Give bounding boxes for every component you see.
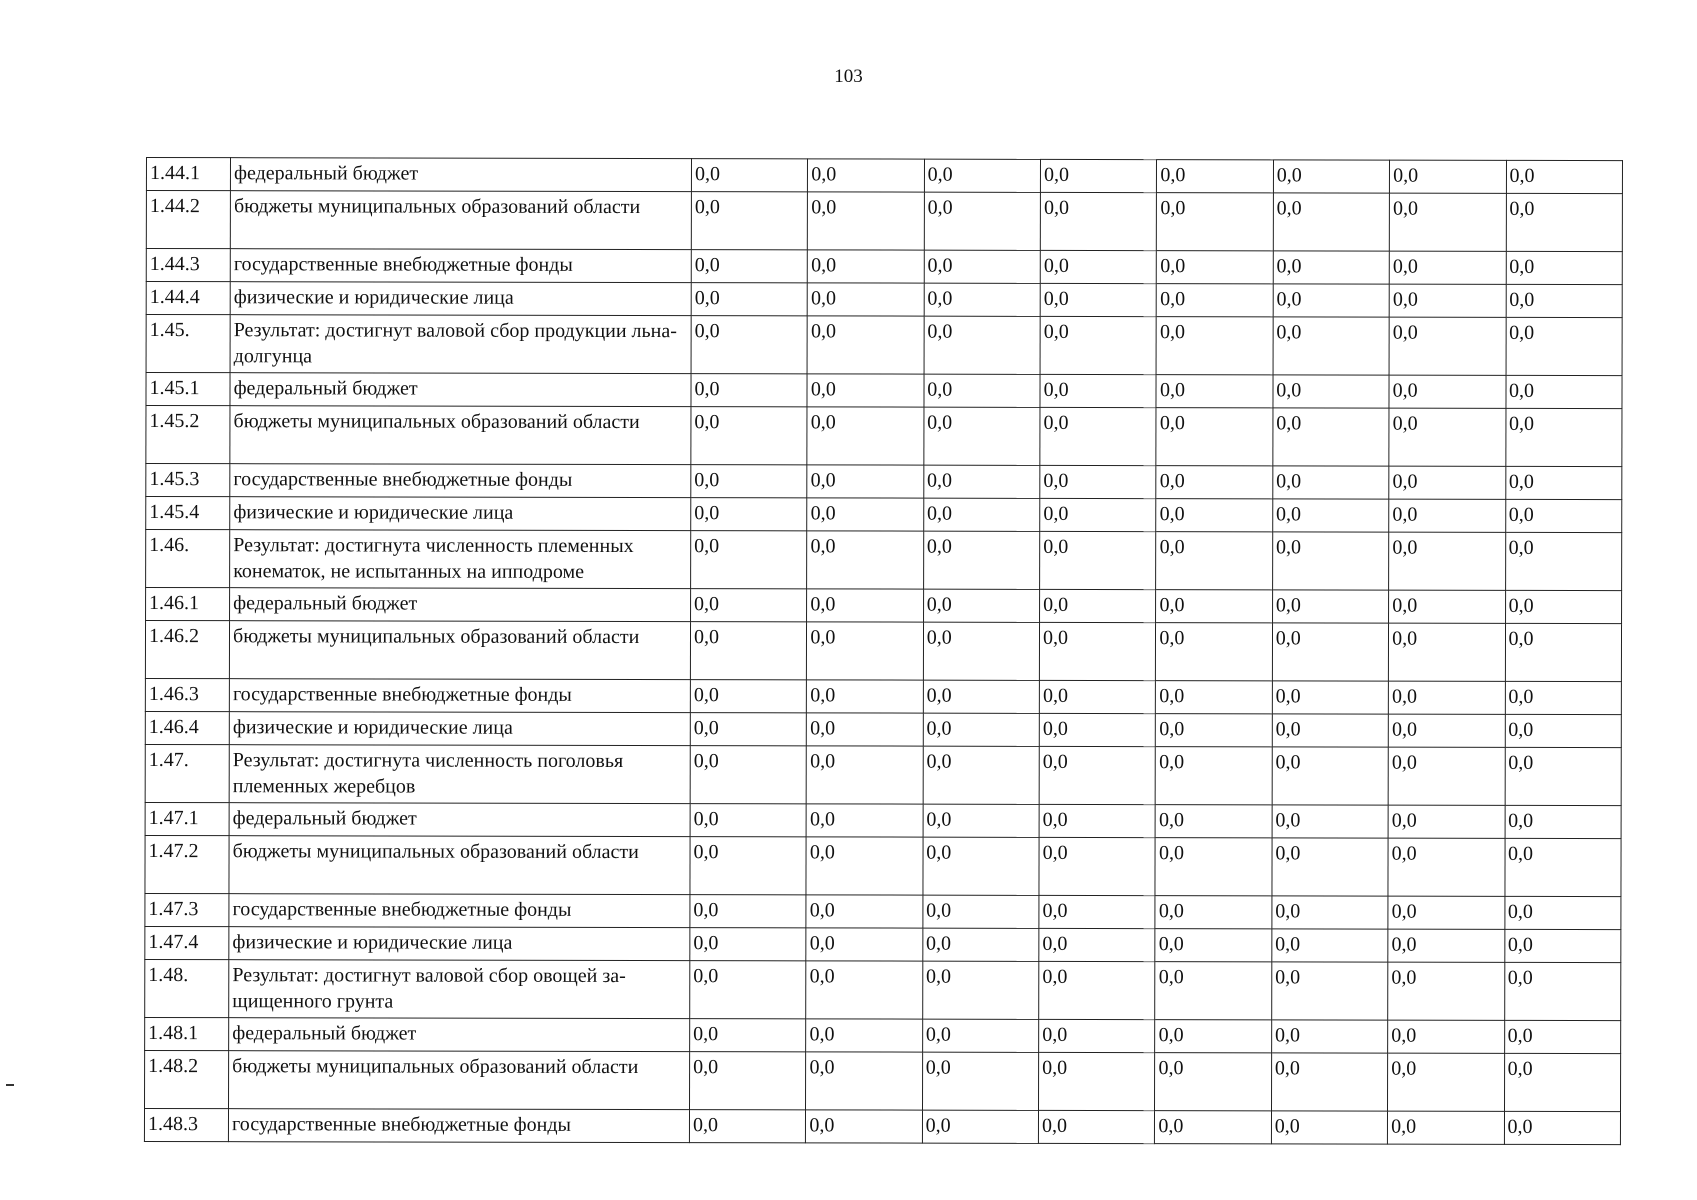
value-cell: 0,0 (808, 283, 924, 316)
value-cell: 0,0 (1388, 838, 1504, 896)
value-cell: 0,0 (1504, 1020, 1621, 1053)
value-cell: 0,0 (1388, 1020, 1504, 1053)
value-cell: 0,0 (690, 1019, 806, 1052)
table-row (146, 497, 1622, 533)
value-cell: 0,0 (1388, 681, 1504, 714)
value-cell: 0,0 (1272, 805, 1388, 838)
value-cell: 0,0 (1273, 499, 1389, 532)
value-cell: 0,0 (807, 589, 923, 622)
row-code-cell: 1.47.4 (145, 926, 229, 959)
value-cell: 0,0 (1504, 838, 1621, 896)
row-code-cell: 1.48. (145, 959, 229, 1017)
value-cell: 0,0 (1272, 896, 1388, 929)
value-cell: 0,0 (1039, 928, 1155, 961)
row-name-cell: бюджеты муниципальных образований области (229, 836, 690, 895)
value-cell: 0,0 (1504, 929, 1621, 962)
value-cell: 0,0 (1040, 531, 1156, 589)
value-cell: 0,0 (1273, 375, 1389, 408)
row-name-cell: Результат: достигнута численность поголовья племенных жеребцов (229, 745, 690, 804)
table-row (146, 530, 1622, 591)
value-cell: 0,0 (1505, 681, 1622, 714)
value-cell: 0,0 (1388, 1111, 1504, 1144)
value-cell: 0,0 (690, 961, 806, 1019)
table-row (145, 621, 1621, 682)
row-name-cell: физические и юридические лица (229, 927, 690, 961)
value-cell: 0,0 (1039, 713, 1155, 746)
row-code-cell: 1.46.1 (146, 588, 230, 621)
value-cell: 0,0 (1039, 1019, 1155, 1052)
value-cell: 0,0 (1271, 1111, 1387, 1144)
value-cell: 0,0 (1390, 160, 1506, 193)
value-cell: 0,0 (1506, 251, 1623, 284)
value-cell: 0,0 (691, 531, 807, 589)
row-name-cell: федеральный бюджет (231, 158, 692, 192)
row-name-cell: бюджеты муниципальных образований области (230, 191, 691, 250)
value-cell: 0,0 (1040, 589, 1156, 622)
value-cell: 0,0 (691, 465, 807, 498)
value-cell: 0,0 (1505, 623, 1622, 681)
value-cell: 0,0 (691, 589, 807, 622)
row-name-cell: Результат: достигнут валовой сбор продукции льна-долгунца (230, 315, 691, 374)
value-cell: 0,0 (1156, 532, 1272, 590)
table-row (145, 835, 1621, 896)
value-cell: 0,0 (690, 1052, 806, 1110)
value-cell: 0,0 (806, 1019, 922, 1052)
value-cell: 0,0 (1504, 896, 1621, 929)
value-cell: 0,0 (923, 498, 1039, 531)
value-cell: 0,0 (1506, 160, 1623, 193)
value-cell: 0,0 (1505, 747, 1622, 805)
value-cell: 0,0 (1388, 962, 1504, 1020)
row-name-cell: физические и юридические лица (230, 497, 691, 531)
value-cell: 0,0 (1040, 316, 1156, 374)
table-row (146, 282, 1622, 318)
value-cell: 0,0 (1506, 284, 1623, 317)
row-code-cell: 1.44.1 (146, 158, 230, 191)
value-cell: 0,0 (923, 680, 1039, 713)
value-cell: 0,0 (924, 159, 1040, 192)
budget-table (144, 157, 1623, 1145)
value-cell: 0,0 (1389, 317, 1505, 375)
value-cell: 0,0 (1156, 805, 1272, 838)
value-cell: 0,0 (1273, 408, 1389, 466)
value-cell: 0,0 (1388, 896, 1504, 929)
row-code-cell: 1.45.3 (146, 464, 230, 497)
value-cell: 0,0 (1272, 929, 1388, 962)
value-cell: 0,0 (1039, 622, 1155, 680)
row-code-cell: 1.47.1 (145, 802, 229, 835)
value-cell: 0,0 (806, 928, 922, 961)
table-row (146, 464, 1622, 500)
table-row (145, 802, 1621, 838)
table-row (145, 744, 1621, 805)
value-cell: 0,0 (691, 316, 807, 374)
value-cell: 0,0 (1389, 466, 1505, 499)
value-cell: 0,0 (1041, 159, 1157, 192)
table-row (145, 959, 1621, 1020)
value-cell: 0,0 (1272, 623, 1388, 681)
value-cell: 0,0 (1388, 929, 1504, 962)
value-cell: 0,0 (807, 713, 923, 746)
value-cell: 0,0 (690, 928, 806, 961)
value-cell: 0,0 (1040, 250, 1156, 283)
margin-mark (6, 1084, 14, 1086)
value-cell: 0,0 (1272, 681, 1388, 714)
value-cell: 0,0 (923, 713, 1039, 746)
table-row (145, 678, 1621, 714)
value-cell: 0,0 (1389, 623, 1505, 681)
value-cell: 0,0 (1271, 1053, 1387, 1111)
value-cell: 0,0 (1156, 408, 1272, 466)
value-cell: 0,0 (691, 407, 807, 465)
value-cell: 0,0 (922, 1019, 1038, 1052)
value-cell: 0,0 (924, 250, 1040, 283)
value-cell: 0,0 (1040, 374, 1156, 407)
value-cell: 0,0 (1389, 284, 1505, 317)
row-code-cell: 1.45.1 (146, 373, 230, 406)
value-cell: 0,0 (807, 622, 923, 680)
value-cell: 0,0 (690, 837, 806, 895)
table-row (145, 893, 1621, 929)
value-cell: 0,0 (1039, 1052, 1155, 1110)
value-cell: 0,0 (1156, 499, 1272, 532)
value-cell: 0,0 (690, 895, 806, 928)
value-cell: 0,0 (924, 407, 1040, 465)
value-cell: 0,0 (1505, 408, 1622, 466)
table-row (145, 1050, 1621, 1111)
value-cell: 0,0 (1504, 962, 1621, 1020)
value-cell: 0,0 (1506, 317, 1623, 375)
value-cell: 0,0 (923, 928, 1039, 961)
value-cell: 0,0 (1155, 1111, 1271, 1144)
value-cell: 0,0 (807, 407, 923, 465)
value-cell: 0,0 (807, 498, 923, 531)
value-cell: 0,0 (923, 895, 1039, 928)
table-row (145, 711, 1621, 747)
row-code-cell: 1.45. (146, 315, 230, 373)
value-cell: 0,0 (690, 622, 806, 680)
value-cell: 0,0 (1272, 838, 1388, 896)
row-name-cell: бюджеты муниципальных образований области (229, 621, 690, 680)
value-cell: 0,0 (806, 1110, 922, 1143)
row-name-cell: федеральный бюджет (229, 803, 690, 837)
value-cell: 0,0 (1388, 714, 1504, 747)
value-cell: 0,0 (1155, 838, 1271, 896)
table-row (146, 315, 1622, 376)
row-name-cell: физические и юридические лица (229, 712, 690, 746)
value-cell: 0,0 (1156, 714, 1272, 747)
row-name-cell: бюджеты муниципальных образований области (229, 1051, 690, 1110)
row-name-cell: государственные внебюджетные фонды (229, 1109, 690, 1143)
value-cell: 0,0 (1039, 680, 1155, 713)
value-cell: 0,0 (806, 961, 922, 1019)
row-code-cell: 1.44.4 (146, 282, 230, 315)
value-cell: 0,0 (691, 192, 807, 250)
value-cell: 0,0 (924, 374, 1040, 407)
value-cell: 0,0 (1155, 1053, 1271, 1111)
value-cell: 0,0 (807, 465, 923, 498)
value-cell: 0,0 (922, 1110, 1038, 1143)
row-code-cell: 1.45.2 (146, 406, 230, 464)
value-cell: 0,0 (807, 746, 923, 804)
table-row (146, 158, 1622, 194)
row-code-cell: 1.44.2 (146, 191, 230, 249)
value-cell: 0,0 (1505, 532, 1622, 590)
value-cell: 0,0 (690, 804, 806, 837)
value-cell: 0,0 (1156, 623, 1272, 681)
value-cell: 0,0 (1156, 681, 1272, 714)
value-cell: 0,0 (1157, 284, 1273, 317)
value-cell: 0,0 (1271, 962, 1387, 1020)
value-cell: 0,0 (922, 1052, 1038, 1110)
value-cell: 0,0 (1389, 408, 1505, 466)
value-cell: 0,0 (1273, 284, 1389, 317)
value-cell: 0,0 (1506, 193, 1623, 251)
value-cell: 0,0 (1273, 160, 1389, 193)
value-cell: 0,0 (1272, 532, 1388, 590)
value-cell: 0,0 (1156, 747, 1272, 805)
table-row (146, 373, 1622, 409)
value-cell: 0,0 (1389, 375, 1505, 408)
value-cell: 0,0 (1272, 747, 1388, 805)
page-number: 103 (834, 66, 863, 87)
table-row (146, 406, 1622, 467)
row-name-cell: физические и юридические лица (230, 282, 691, 316)
row-name-cell: государственные внебюджетные фонды (229, 679, 690, 713)
value-cell: 0,0 (1273, 466, 1389, 499)
value-cell: 0,0 (691, 283, 807, 316)
value-cell: 0,0 (1040, 192, 1156, 250)
value-cell: 0,0 (1039, 804, 1155, 837)
row-code-cell: 1.46. (146, 530, 230, 588)
value-cell: 0,0 (1156, 466, 1272, 499)
row-name-cell: государственные внебюджетные фонды (229, 894, 690, 928)
value-cell: 0,0 (806, 1052, 922, 1110)
value-cell: 0,0 (1389, 590, 1505, 623)
value-cell: 0,0 (689, 1110, 805, 1143)
value-cell: 0,0 (922, 961, 1038, 1019)
value-cell: 0,0 (691, 159, 807, 192)
value-cell: 0,0 (806, 804, 922, 837)
row-code-cell: 1.46.4 (145, 711, 229, 744)
value-cell: 0,0 (1272, 590, 1388, 623)
table-body (144, 158, 1622, 1145)
row-name-cell: бюджеты муниципальных образований области (230, 406, 691, 465)
value-cell: 0,0 (1389, 499, 1505, 532)
value-cell: 0,0 (923, 804, 1039, 837)
value-cell: 0,0 (691, 374, 807, 407)
value-cell: 0,0 (1388, 805, 1504, 838)
value-cell: 0,0 (923, 589, 1039, 622)
table-row (146, 249, 1622, 285)
row-name-cell: государственные внебюджетные фонды (230, 464, 691, 498)
value-cell: 0,0 (1388, 1053, 1504, 1111)
value-cell: 0,0 (1039, 895, 1155, 928)
value-cell: 0,0 (1272, 714, 1388, 747)
value-cell: 0,0 (1040, 498, 1156, 531)
value-cell: 0,0 (1273, 193, 1389, 251)
value-cell: 0,0 (1039, 837, 1155, 895)
value-cell: 0,0 (1505, 805, 1622, 838)
value-cell: 0,0 (1388, 747, 1504, 805)
row-code-cell: 1.44.3 (146, 249, 230, 282)
value-cell: 0,0 (690, 713, 806, 746)
value-cell: 0,0 (924, 316, 1040, 374)
value-cell: 0,0 (923, 622, 1039, 680)
value-cell: 0,0 (1156, 375, 1272, 408)
value-cell: 0,0 (1504, 1111, 1621, 1144)
row-name-cell: федеральный бюджет (229, 1018, 690, 1052)
value-cell: 0,0 (806, 837, 922, 895)
value-cell: 0,0 (1156, 317, 1272, 375)
value-cell: 0,0 (923, 746, 1039, 804)
value-cell: 0,0 (1505, 499, 1622, 532)
value-cell: 0,0 (1156, 590, 1272, 623)
value-cell: 0,0 (1157, 193, 1273, 251)
row-code-cell: 1.47. (145, 744, 229, 802)
value-cell: 0,0 (690, 746, 806, 804)
value-cell: 0,0 (807, 374, 923, 407)
value-cell: 0,0 (1155, 962, 1271, 1020)
value-cell: 0,0 (924, 283, 1040, 316)
row-name-cell: федеральный бюджет (230, 373, 691, 407)
value-cell: 0,0 (690, 680, 806, 713)
value-cell: 0,0 (923, 531, 1039, 589)
value-cell: 0,0 (1504, 1053, 1621, 1111)
value-cell: 0,0 (808, 192, 924, 250)
row-name-cell: федеральный бюджет (230, 588, 691, 622)
value-cell: 0,0 (1505, 466, 1622, 499)
row-code-cell: 1.45.4 (146, 497, 230, 530)
value-cell: 0,0 (1040, 465, 1156, 498)
value-cell: 0,0 (1040, 283, 1156, 316)
value-cell: 0,0 (1039, 1110, 1155, 1143)
row-code-cell: 1.47.2 (145, 835, 229, 893)
value-cell: 0,0 (808, 159, 924, 192)
row-code-cell: 1.48.2 (145, 1050, 229, 1108)
value-cell: 0,0 (1273, 251, 1389, 284)
row-code-cell: 1.46.3 (145, 678, 229, 711)
table-row (145, 1017, 1621, 1053)
value-cell: 0,0 (1155, 896, 1271, 929)
value-cell: 0,0 (807, 531, 923, 589)
table-row (146, 588, 1622, 624)
value-cell: 0,0 (1389, 193, 1505, 251)
value-cell: 0,0 (1039, 961, 1155, 1019)
row-code-cell: 1.48.3 (144, 1108, 228, 1141)
table-row (146, 191, 1622, 252)
value-cell: 0,0 (806, 895, 922, 928)
row-name-cell: Результат: достигнут валовой сбор овощей за-щищенного грунта (229, 960, 690, 1019)
value-cell: 0,0 (1273, 317, 1389, 375)
row-name-cell: государственные внебюджетные фонды (230, 249, 691, 283)
value-cell: 0,0 (807, 680, 923, 713)
value-cell: 0,0 (924, 192, 1040, 250)
value-cell: 0,0 (1505, 375, 1622, 408)
row-name-cell: Результат: достигнута численность племенных конематок, не испытанных на ипподроме (230, 530, 691, 589)
value-cell: 0,0 (1271, 1020, 1387, 1053)
value-cell: 0,0 (691, 250, 807, 283)
value-cell: 0,0 (1157, 251, 1273, 284)
table-container (144, 157, 1623, 1145)
value-cell: 0,0 (1389, 532, 1505, 590)
row-code-cell: 1.46.2 (145, 621, 229, 679)
table-row (144, 1108, 1620, 1144)
table-row (145, 926, 1621, 962)
value-cell: 0,0 (691, 498, 807, 531)
row-code-cell: 1.48.1 (145, 1017, 229, 1050)
value-cell: 0,0 (1157, 160, 1273, 193)
value-cell: 0,0 (807, 316, 923, 374)
value-cell: 0,0 (1155, 929, 1271, 962)
value-cell: 0,0 (1505, 714, 1622, 747)
row-code-cell: 1.47.3 (145, 893, 229, 926)
value-cell: 0,0 (924, 465, 1040, 498)
value-cell: 0,0 (923, 837, 1039, 895)
value-cell: 0,0 (1039, 746, 1155, 804)
value-cell: 0,0 (1155, 1020, 1271, 1053)
value-cell: 0,0 (808, 250, 924, 283)
value-cell: 0,0 (1505, 590, 1622, 623)
value-cell: 0,0 (1040, 407, 1156, 465)
value-cell: 0,0 (1389, 251, 1505, 284)
